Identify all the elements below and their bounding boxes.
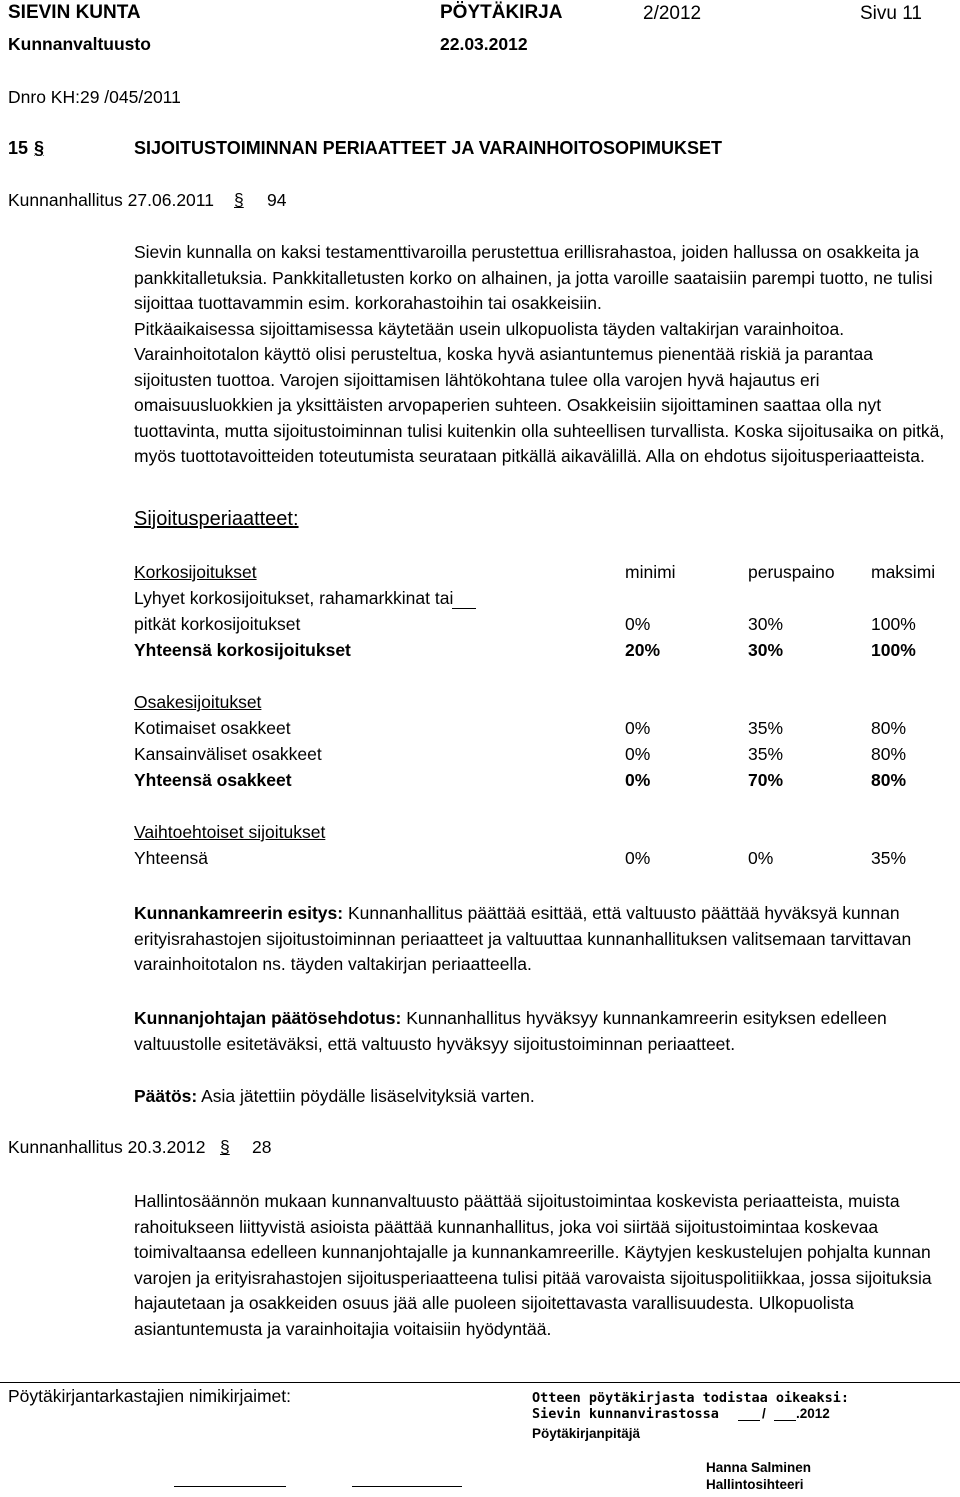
meeting-reference-1-number: 94 bbox=[267, 190, 287, 210]
row-base: 30% bbox=[748, 614, 784, 634]
equity-heading-row bbox=[134, 692, 934, 718]
row-max: 100% bbox=[871, 640, 916, 660]
meeting-date: 22.03.2012 bbox=[440, 34, 528, 54]
table-row bbox=[134, 718, 934, 744]
signature-line bbox=[174, 1486, 286, 1487]
row-label: pitkät korkosijoitukset bbox=[134, 614, 301, 634]
row-base: 70% bbox=[748, 770, 784, 790]
meeting-body: Kunnanvaltuusto bbox=[8, 34, 151, 54]
row-max: 35% bbox=[871, 848, 907, 868]
row-min: 0% bbox=[625, 718, 651, 738]
table-row-total bbox=[134, 770, 934, 796]
mayor-proposal-label: Kunnanjohtajan päätösehdotus: bbox=[134, 1008, 402, 1028]
meeting-reference-2-number: 28 bbox=[252, 1137, 272, 1157]
intro-paragraph-2: Pitkäaikaisessa sijoittamisessa käytetään usein ulkopuolista täyden valtakirjan varainhoitoa. Varainhoitotalon käyttö olisi perusteltua, koska hyvä asiantuntemus pienentää riskiä ja parantaa sijoitusten tuottoa. Varojen sijoittamisen lähtökohtana tulee olla varojen hyvä hajautus eri omaisuusluokkien ja yksittäisten arvopaperien suhteen. Osakkeisiin sijoittaminen saattaa olla nyt tuottavinta, mutta sijoitustoiminnan tulisi kuitenkin olla suhteellisen turvallista. Koska sijoitusaika on pitkä, myös tuottotavoitteiden toteutumista seurataan pitkällä aikavälillä. Alla on ehdotus sijoitusperiaatteista. bbox=[134, 318, 945, 466]
treasurer-proposal-label: Kunnankamreerin esitys: bbox=[134, 903, 344, 923]
section-title: SIJOITUSTOIMINNAN PERIAATTEET JA VARAINHOITOSOPIMUKSET bbox=[134, 138, 723, 158]
table-row-total bbox=[134, 640, 934, 666]
row-base: 0% bbox=[748, 848, 774, 868]
table-header-row bbox=[134, 562, 934, 588]
row-min: 0% bbox=[625, 770, 651, 790]
row-min: 20% bbox=[625, 640, 661, 660]
signature-line bbox=[352, 1486, 462, 1487]
table-row bbox=[134, 588, 934, 614]
row-min: 0% bbox=[625, 848, 651, 868]
table-row bbox=[134, 614, 934, 640]
row-base: 30% bbox=[748, 640, 784, 660]
underline-mark bbox=[452, 608, 476, 609]
meeting-reference-1-sign: § bbox=[234, 190, 244, 210]
row-label: Lyhyet korkosijoitukset, rahamarkkinat tai bbox=[134, 588, 454, 608]
decision-label: Päätös: bbox=[134, 1086, 198, 1106]
column-base: peruspaino bbox=[748, 562, 835, 582]
date-blank-month bbox=[774, 1420, 796, 1421]
meeting-reference-2: Kunnanhallitus 20.3.2012 bbox=[8, 1137, 206, 1157]
treasurer-proposal-text: Kunnanhallitus päättää esittää, että valtuusto päättää hyväksyä kunnan erityisrahastojen sijoitustoiminnan periaatteet ja valtuuttaa kunnanhallituksen valitsemaan tarvittavan varainhoitotalon ns. täyden valtakirjan periaatteella. bbox=[134, 903, 912, 974]
signer-name: Hanna Salminen bbox=[706, 1460, 812, 1475]
org-name: SIEVIN KUNTA bbox=[8, 2, 141, 23]
row-min: 0% bbox=[625, 614, 651, 634]
doc-number: 2/2012 bbox=[643, 3, 702, 24]
record-number: Dnro KH:29 /045/2011 bbox=[8, 87, 181, 107]
row-label: Yhteensä bbox=[134, 848, 208, 868]
table-row bbox=[134, 744, 934, 770]
reviewers-initials-label: Pöytäkirjantarkastajien nimikirjaimet: bbox=[8, 1386, 292, 1406]
row-label: Yhteensä korkosijoitukset bbox=[134, 640, 351, 660]
section-number: 15 bbox=[8, 138, 29, 158]
row-base: 35% bbox=[748, 744, 784, 764]
row-label: Yhteensä osakkeet bbox=[134, 770, 292, 790]
date-blank-day bbox=[738, 1420, 760, 1421]
column-min: minimi bbox=[625, 562, 676, 582]
meeting-reference-1: Kunnanhallitus 27.06.2011 bbox=[8, 190, 214, 210]
second-meeting-paragraph: Hallintosäännön mukaan kunnanvaltuusto päättää sijoitustoimintaa koskevista periaatteista, muista rahoitukseen liittyvistä asioista päättää kunnanhallitus, joka voi siirtää sijoitustoimintaa koskevaa toimivaltaansa edelleen kunnanjohtajalle ja kunnankamreerille. Käytyjen keskustelujen pohjalta kunnan varojen ja erityisrahastojen sijoitusperiaatteena tulisi pitää varovaista sijoituspolitiikkaa, jossa sijoituksia hajautetaan ja osakkeiden osuus jää alle puoleen sijoitettavasta varallisuudesta. Ulkopuolista asiantuntemusta ja varainhoitajia voitaisiin hyödyntää. bbox=[134, 1191, 932, 1339]
certify-label: Otteen pöytäkirjasta todistaa oikeaksi: bbox=[532, 1390, 849, 1406]
treasurer-proposal bbox=[134, 901, 952, 978]
footer-divider bbox=[0, 1382, 960, 1383]
fixed-income-heading: Korkosijoitukset bbox=[134, 562, 257, 582]
intro-text bbox=[134, 240, 952, 470]
principles-heading: Sijoitusperiaatteet: bbox=[134, 508, 299, 530]
doc-type: PÖYTÄKIRJA bbox=[440, 2, 563, 23]
section-sign: § bbox=[34, 138, 45, 158]
date-year: .2012 bbox=[796, 1406, 830, 1421]
page-number: Sivu 11 bbox=[860, 3, 922, 24]
meeting-reference-2-sign: § bbox=[220, 1137, 230, 1157]
decision-text: Asia jätettiin pöydälle lisäselvityksiä varten. bbox=[197, 1086, 535, 1106]
row-max: 80% bbox=[871, 718, 907, 738]
alt-heading: Vaihtoehtoiset sijoitukset bbox=[134, 822, 326, 842]
second-meeting-text bbox=[134, 1189, 952, 1342]
equity-heading: Osakesijoitukset bbox=[134, 692, 262, 712]
mayor-proposal-text: Kunnanhallitus hyväksyy kunnankamreerin esityksen edelleen valtuustolle esitetäväksi, että valtuusto hyväksyy sijoitustoiminnan periaatteet. bbox=[134, 1008, 887, 1054]
intro-paragraph-1: Sievin kunnalla on kaksi testamenttivaroilla perustettua erillisrahastoa, joiden hallussa on osakkeita ja pankkitalletuksia. Pankkitalletusten korko on alhainen, ja jotta varoille saataisiin parempi tuotto, ne tulisi sijoittaa tuottavammin esim. korkorahastoihin tai osakkeisiin. bbox=[134, 242, 933, 313]
office-label: Sievin kunnanvirastossa bbox=[532, 1406, 719, 1422]
row-label: Kansainväliset osakkeet bbox=[134, 744, 322, 764]
decision bbox=[134, 1084, 952, 1110]
row-label: Kotimaiset osakkeet bbox=[134, 718, 291, 738]
mayor-proposal bbox=[134, 1006, 952, 1057]
signer-title: Hallintosihteeri bbox=[706, 1477, 804, 1492]
row-min: 0% bbox=[625, 744, 651, 764]
row-max: 80% bbox=[871, 770, 907, 790]
row-base: 35% bbox=[748, 718, 784, 738]
keeper-label: Pöytäkirjanpitäjä bbox=[532, 1426, 641, 1441]
date-slash: / bbox=[762, 1406, 766, 1421]
alt-heading-row bbox=[134, 822, 934, 848]
row-max: 80% bbox=[871, 744, 907, 764]
table-row bbox=[134, 848, 934, 874]
column-max: maksimi bbox=[871, 562, 936, 582]
row-max: 100% bbox=[871, 614, 916, 634]
